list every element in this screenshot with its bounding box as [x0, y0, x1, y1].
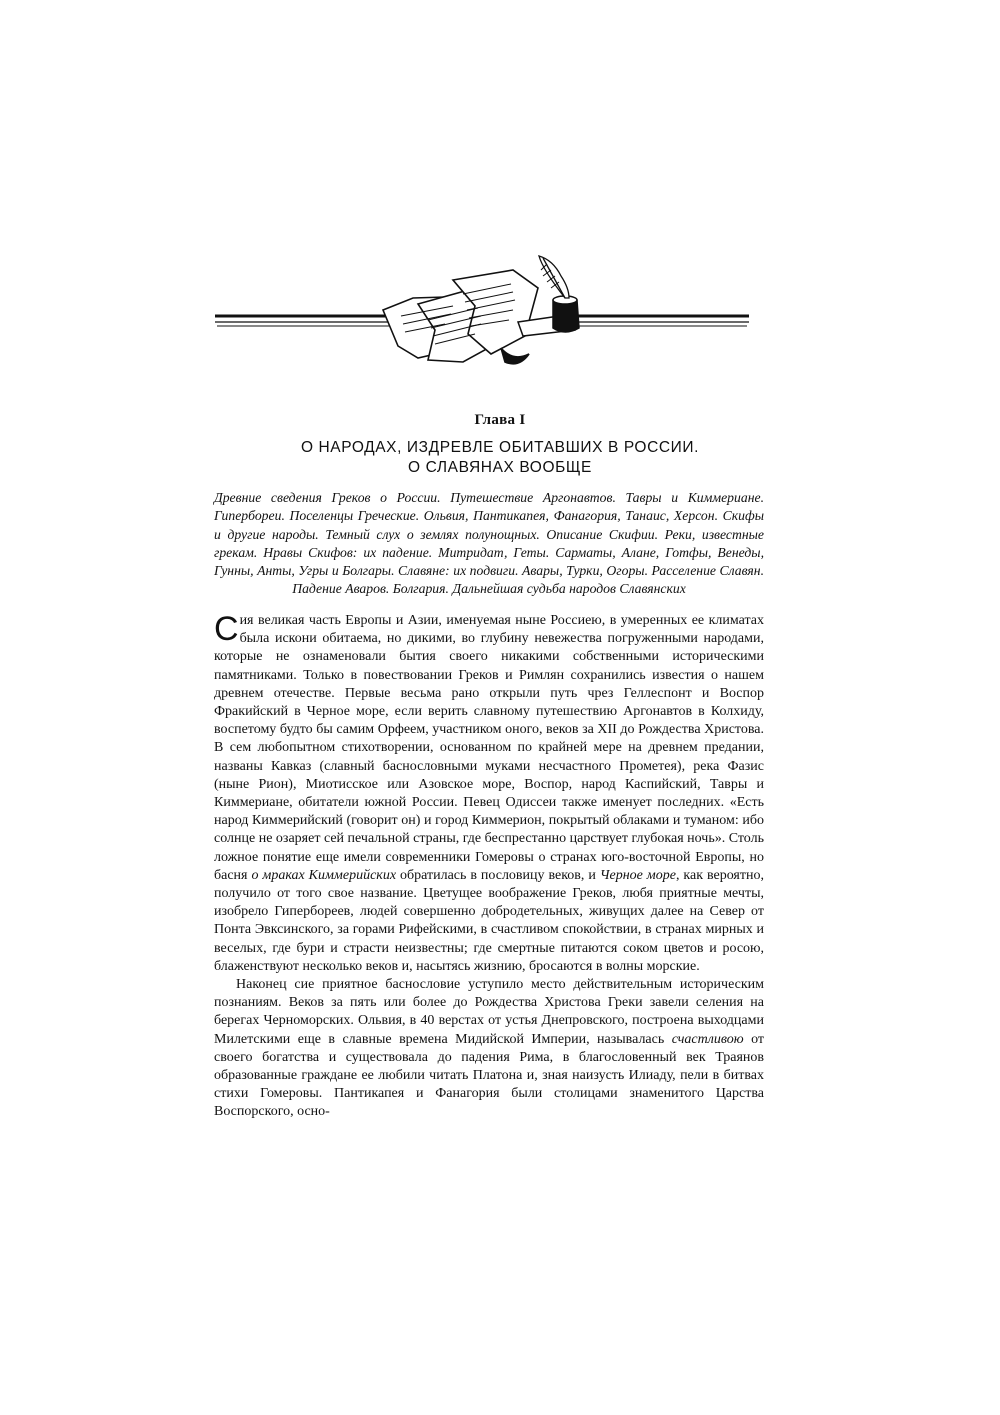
chapter-label: Глава I	[474, 412, 526, 428]
quill-inkwell-scrolls-vignette	[213, 250, 753, 378]
chapter-summary: Древние сведения Греков о России. Путешествие Аргонавтов. Тавры и Киммериане. Гипербореи. Поселенцы Греческие. Ольвия, Пантикапея, Фанагория, Танаис, Херсон. Скифы и другие народы. Темный слух о землях полунощных. Описание Скифии. Реки, известные грекам. Нравы Скифов: их падение. Митридат, Геты. Сарматы, Алане, Готфы, Венеды, Гунны, Анты, Угры и Болгары. Славяне: их подвиги. Авары, Турки, Огоры. Расселение Славян. Падение Аваров. Болгария. Дальнейшая судьба народов Славянских	[214, 490, 764, 597]
chapter-title	[0, 438, 1000, 478]
paragraph-2-emphasis: счастливою	[671, 1031, 744, 1047]
chapter-title-line-2: О СЛАВЯНАХ ВООБЩЕ	[408, 459, 592, 476]
chapter-title-line-1: О НАРОДАХ, ИЗДРЕВЛЕ ОБИТАВШИХ В РОССИИ.	[300, 439, 700, 456]
paragraph-1-text-a: ия великая часть Европы и Азии, именуемая ныне Россиею, в умеренных ее климатах была искони обитаема, но дикими, во глубину невежества погруженными народами, которые не ознаменовали бытия своего никакими собственными историческими памятниками. Только в повествовании Греков и Римлян сохранились известия о нашем древнем отечестве. Первые весьма рано открыли путь чрез Геллеспонт и Воспор Фракийский в Черное море, если верить славному путешествию Аргонавтов в Колхиду, воспетому будто бы самим Орфеем, участником оного, веков за XII до Рождества Христова. В сем любопытном стихотворении, основанном по крайней мере на древнем предании, названы Кавказ (славный баснословными муками несчастного Прометея), река Фазис (ныне Рион), Миотисское или Азовское море, Воспор, народ Каспийский, Тавры и Киммериане, обитатели южной России. Певец Одиссеи также именует последних. «Есть народ Киммерийский (говорит он) и город Киммерион, покрытый облаками и туманом: ибо солнце не озаряет сей печальной страны, где беспрестанно царствует глубокая ночь». Столь ложное понятие еще имели современники Гомеровы о странах юго-восточной Европы, но басня	[214, 613, 764, 883]
drop-cap: С	[214, 610, 239, 648]
paragraph-1	[214, 612, 764, 976]
paragraph-2-text-b: от своего богатства и существовала до падения Рима, в благословенный век Траянов образованные граждане ее любили читать Платона и, зная наизусть Илиаду, пели в битвах стихи Гомеровы. Пантикапея и Фанагория были столицами знаменитого Царства Воспорского, осно-	[214, 1031, 764, 1120]
paragraph-1-emphasis-1: о мраках Киммерийских	[251, 867, 397, 883]
paper-scrolls-icon	[383, 270, 538, 364]
paragraph-1-emphasis-2: Черное море	[599, 867, 676, 883]
paragraph-1-text-c: , как вероятно, получило от того свое название. Цветущее воображение Греков, любя приятные мечты, изобрело Гипербореев, людей совершенно добродетельных, живущих далее на Север от Понта Эвксинского, за горами Рифейскими, в счастливом спокойствии, в странах мирных и веселых, где бури и страсти неизвестны; где смертные питаются соком цветов и росою, блаженствуют несколько веков и, насытясь жизнию, бросаются в волны морские.	[214, 867, 764, 974]
paragraph-2	[214, 976, 764, 1122]
paragraph-2-text-a: Наконец сие приятное баснословие уступило место действительным историческим познаниям. Веков за пять или более до Рождества Христова Греки завели селения на берегах Черноморских. Ольвия, в 40 верстах от устья Днепровского, построена выходцами Милетскими еще в славные времена Мидийской Империи, называлась	[214, 977, 764, 1047]
paragraph-1-text-b: обратилась в пословицу веков, и	[396, 867, 600, 883]
body-text	[214, 612, 764, 1122]
quill-feather-icon	[539, 256, 569, 298]
